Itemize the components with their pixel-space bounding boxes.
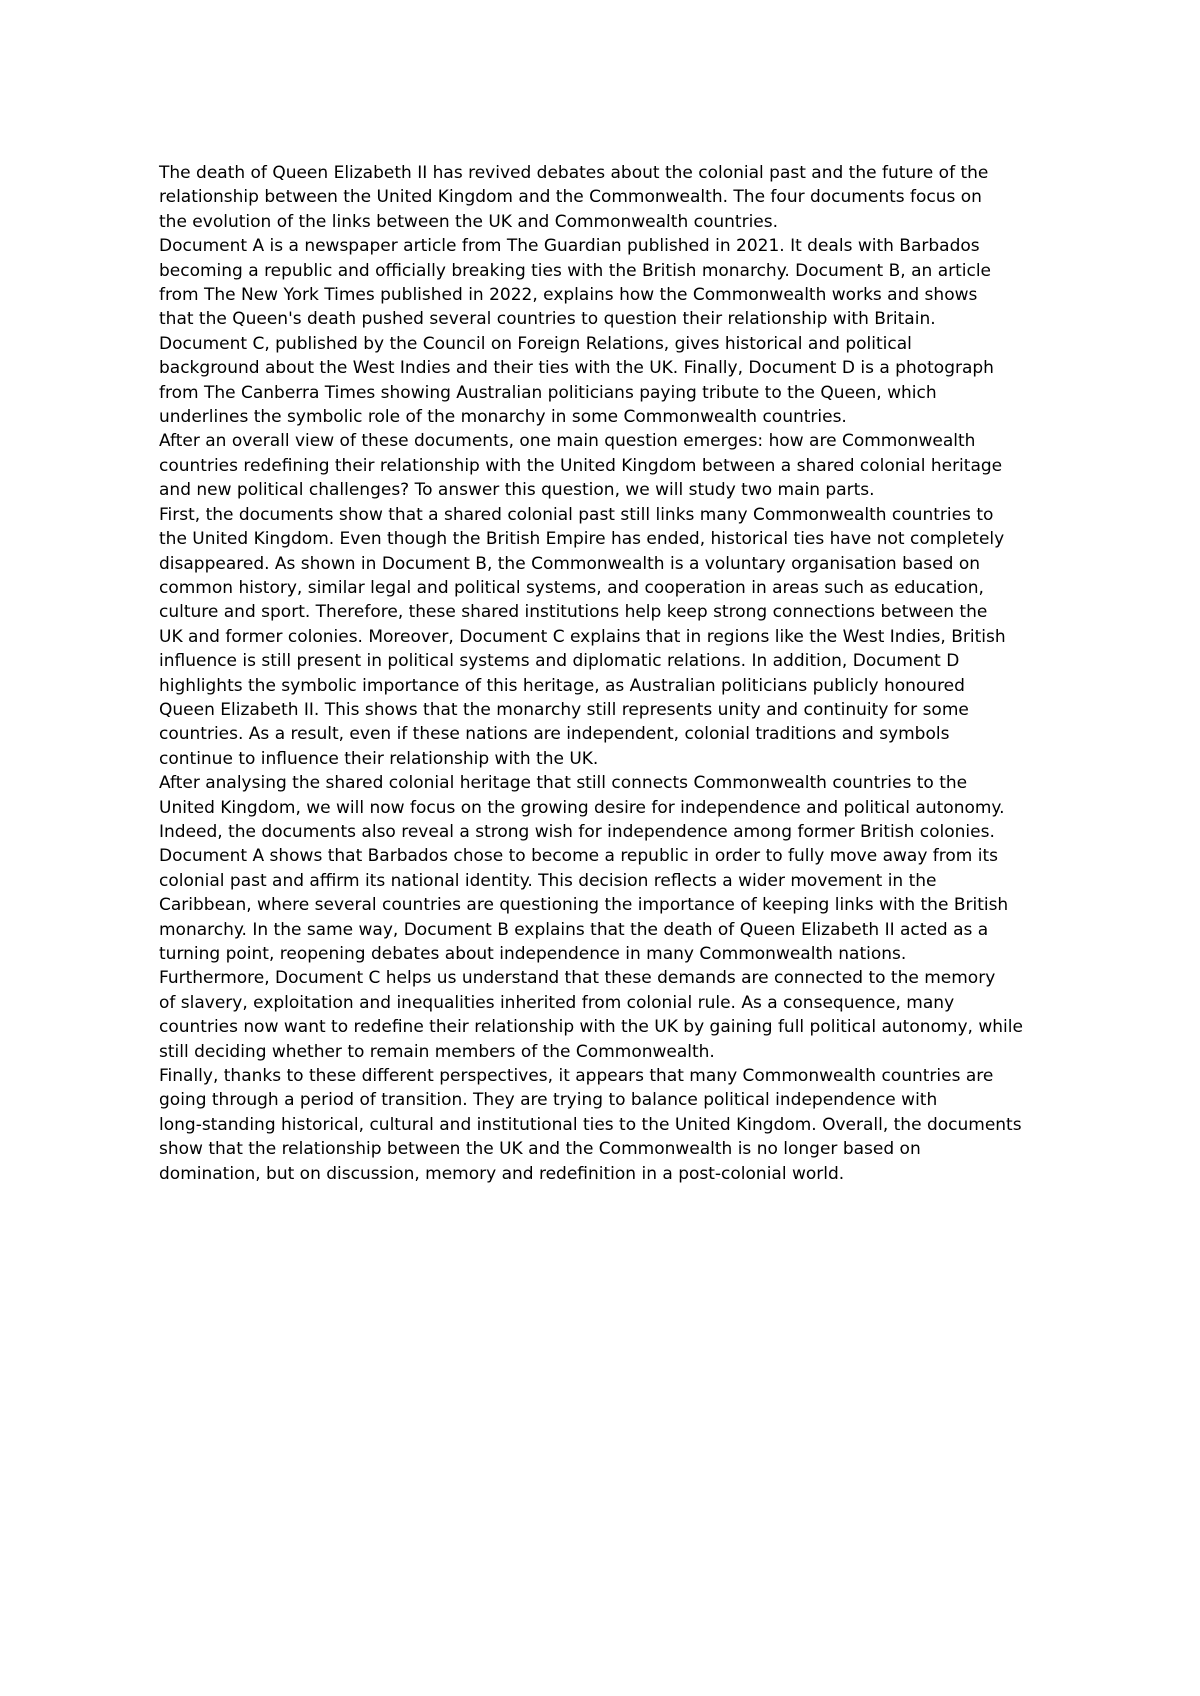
text-line: underlines the symbolic role of the monarchy in some Commonwealth countries. [159,407,847,428]
text-line: The death of Queen Elizabeth II has revived debates about the colonial past and the future of the [159,163,989,183]
text-line: common history, similar legal and political systems, and cooperation in areas such as education, [159,577,984,598]
text-line: from The Canberra Times showing Australian politicians paying tribute to the Queen, which [159,382,937,403]
text-line: show that the relationship between the UK and the Commonwealth is no longer based on [159,1139,921,1160]
text-line: monarchy. In the same way, Document B explains that the death of Queen Elizabeth II acted as a [159,919,989,940]
text-line: long-standing historical, cultural and institutional ties to the United Kingdom. Overall, the documents [159,1114,1022,1135]
text-line: from The New York Times published in 2022, explains how the Commonwealth works and shows [159,285,978,306]
document-body [159,161,1059,1186]
text-line: the United Kingdom. Even though the British Empire has ended, historical ties have not completely [159,529,1005,550]
text-line: that the Queen's death pushed several countries to question their relationship with Britain. [159,309,936,330]
text-line: Caribbean, where several countries are questioning the importance of keeping links with the British [159,895,1009,916]
text-line: Furthermore, Document C helps us understand that these demands are connected to the memory [159,968,996,989]
text-line: becoming a republic and officially breaking ties with the British monarchy. Document B, an article [159,260,992,281]
text-line: After an overall view of these documents, one main question emerges: how are Commonwealth [159,431,976,452]
text-line: turning point, reopening debates about independence in many Commonwealth nations. [159,944,907,964]
text-line: Document C, published by the Council on Foreign Relations, gives historical and political [159,333,912,354]
text-line: Queen Elizabeth II. This shows that the monarchy still represents unity and continuity for some [159,699,969,720]
text-line: relationship between the United Kingdom and the Commonwealth. The four documents focus on [159,187,982,208]
text-line: Finally, thanks to these different perspectives, it appears that many Commonwealth countries are [159,1066,994,1087]
text-line: Indeed, the documents also reveal a strong wish for independence among former British colonies. [159,821,995,842]
text-line: going through a period of transition. They are trying to balance political independence with [159,1090,938,1111]
text-line: UK and former colonies. Moreover, Document C explains that in regions like the West Indies, British [159,626,1006,647]
text-line: background about the West Indies and their ties with the UK. Finally, Document D is a photograph [159,358,994,379]
text-line: of slavery, exploitation and inequalities inherited from colonial rule. As a consequence, many [159,992,955,1013]
text-line: influence is still present in political systems and diplomatic relations. In addition, Document D [159,651,960,672]
text-line: and new political challenges? To answer this question, we will study two main parts. [159,480,875,501]
text-line: colonial past and affirm its national identity. This decision reflects a wider movement in the [159,870,937,891]
text-line: First, the documents show that a shared colonial past still links many Commonwealth countries to [159,504,994,525]
text-line: highlights the symbolic importance of this heritage, as Australian politicians publicly honoured [159,675,965,696]
text-line: Document A is a newspaper article from The Guardian published in 2021. It deals with Barbados [159,236,980,257]
text-line: the evolution of the links between the UK and Commonwealth countries. [159,211,779,232]
text-line: Document A shows that Barbados chose to become a republic in order to fully move away from its [159,846,999,867]
text-line: countries. As a result, even if these nations are independent, colonial traditions and symbols [159,724,950,745]
text-line: countries redefining their relationship with the United Kingdom between a shared colonial heritage [159,455,1003,476]
text-line: domination, but on discussion, memory and redefinition in a post-colonial world. [159,1163,845,1184]
text-line: culture and sport. Therefore, these shared institutions help keep strong connections between the [159,602,988,623]
text-line: disappeared. As shown in Document B, the Commonwealth is a voluntary organisation based on [159,553,980,574]
text-line: United Kingdom, we will now focus on the growing desire for independence and political autonomy. [159,797,1005,818]
text-line: still deciding whether to remain members of the Commonwealth. [159,1041,715,1062]
text-line: countries now want to redefine their relationship with the UK by gaining full political autonomy, while [159,1017,1023,1038]
text-line: After analysing the shared colonial heritage that still connects Commonwealth countries to the [159,773,968,794]
text-line: continue to influence their relationship with the UK. [159,748,599,769]
